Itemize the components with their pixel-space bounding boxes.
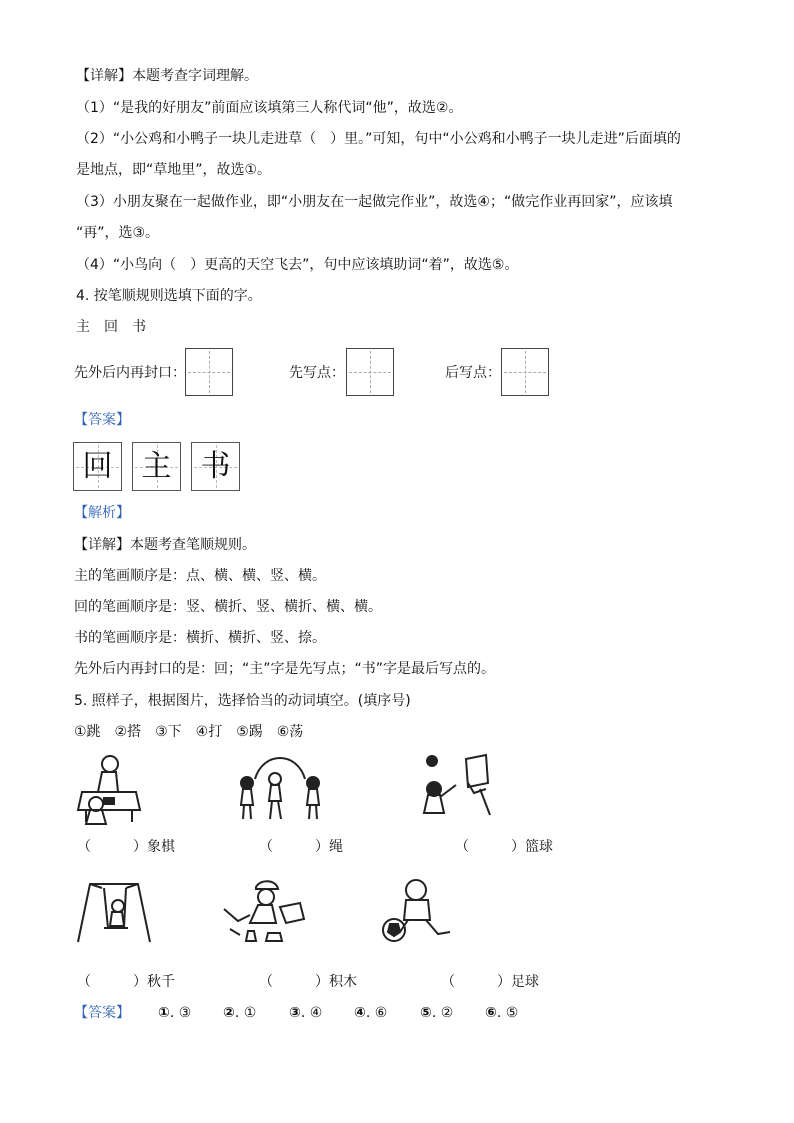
answer-char-box [132, 442, 181, 491]
answer-box[interactable] [185, 348, 233, 396]
answer-box[interactable] [501, 348, 549, 396]
answer-number: ③ [289, 1005, 301, 1021]
answer-value: . ④ [300, 1005, 323, 1021]
blank-soccer[interactable]: （ ）足球 [441, 974, 539, 990]
label-dot-first: 先写点： [289, 365, 345, 381]
label-dot-last: 后写点： [445, 365, 501, 381]
analysis-line: 【详解】本题考查笔顺规则。 [74, 537, 256, 553]
answer-char: 主 [141, 449, 172, 484]
answer-number: ⑥ [485, 1005, 497, 1021]
blank-blocks[interactable]: （ ）积木 [259, 974, 357, 990]
question-chars: 主 回 书 [76, 319, 146, 335]
final-answer-item [223, 1003, 256, 1023]
answer-char-box [191, 442, 240, 491]
analysis-line: 主的笔画顺序是：点、横、横、竖、横。 [74, 568, 326, 584]
detail-line: 【详解】本题考查字词理解。 [76, 68, 258, 84]
final-answer-tag: 【答案】 [74, 1005, 130, 1021]
blank-swing[interactable]: （ ）秋千 [77, 974, 175, 990]
answer-value: . ② [431, 1005, 454, 1021]
question-title: 5. 照样子，根据图片，选择恰当的动词填空。(填序号) [74, 693, 411, 709]
answer-char: 书 [200, 449, 231, 484]
verb-options: ①跳 ②搭 ③下 ④打 ⑤踢 ⑥荡 [74, 724, 304, 740]
answer-box[interactable] [346, 348, 394, 396]
detail-line: （4）“小鸟向（ ）更高的天空飞去”，句中应该填助词“着”，故选⑤。 [76, 257, 519, 273]
analysis-line: 书的笔画顺序是：横折、横折、竖、捺。 [74, 630, 326, 646]
analysis-line: 先外后内再封口的是：回；“主”字是先写点；“书”字是最后写点的。 [74, 661, 496, 677]
answer-tag: 【答案】 [74, 412, 130, 428]
detail-line: （2）“小公鸡和小鸭子一块儿走进草（ ）里。”可知，句中“小公鸡和小鸭子一块儿走进”后面填的 [76, 131, 681, 147]
final-answer-item [354, 1003, 387, 1023]
chess-players-illustration [74, 752, 154, 828]
analysis-tag: 【解析】 [74, 505, 130, 521]
soccer-illustration [380, 876, 458, 948]
answer-char-box [73, 442, 122, 491]
swing-illustration [74, 880, 154, 944]
answer-number: ⑤ [420, 1005, 432, 1021]
building-blocks-illustration [220, 879, 306, 945]
jump-rope-illustration [233, 757, 327, 823]
detail-line: （3）小朋友聚在一起做作业，即“小朋友在一起做完作业”，故选④；“做完作业再回家”，应该填 [76, 194, 673, 210]
detail-line: “再”，选③。 [76, 225, 160, 241]
blank-basketball[interactable]: （ ）篮球 [455, 839, 553, 855]
final-answer-item [289, 1003, 322, 1023]
answer-char: 回 [82, 449, 113, 484]
answer-value: . ⑥ [365, 1005, 388, 1021]
answer-value: . ① [234, 1005, 257, 1021]
answer-number: ② [223, 1005, 235, 1021]
label-outer-inner: 先外后内再封口： [74, 365, 186, 381]
answer-value: . ⑤ [496, 1005, 519, 1021]
basketball-illustration [414, 753, 496, 817]
detail-line: 是地点，即“草地里”，故选①。 [76, 162, 272, 178]
answer-number: ④ [354, 1005, 366, 1021]
question-title: 4. 按笔顺规则选填下面的字。 [76, 288, 262, 304]
answer-number: ① [158, 1005, 170, 1021]
blank-chess[interactable]: （ ）象棋 [77, 839, 175, 855]
final-answer-item [485, 1003, 518, 1023]
final-answer-item [420, 1003, 453, 1023]
answer-value: . ③ [169, 1005, 192, 1021]
detail-line: （1）“是我的好朋友”前面应该填第三人称代词“他”，故选②。 [76, 100, 463, 116]
analysis-line: 回的笔画顺序是：竖、横折、竖、横折、横、横。 [74, 599, 382, 615]
final-answer-item [158, 1003, 191, 1023]
blank-rope[interactable]: （ ）绳 [259, 839, 343, 855]
